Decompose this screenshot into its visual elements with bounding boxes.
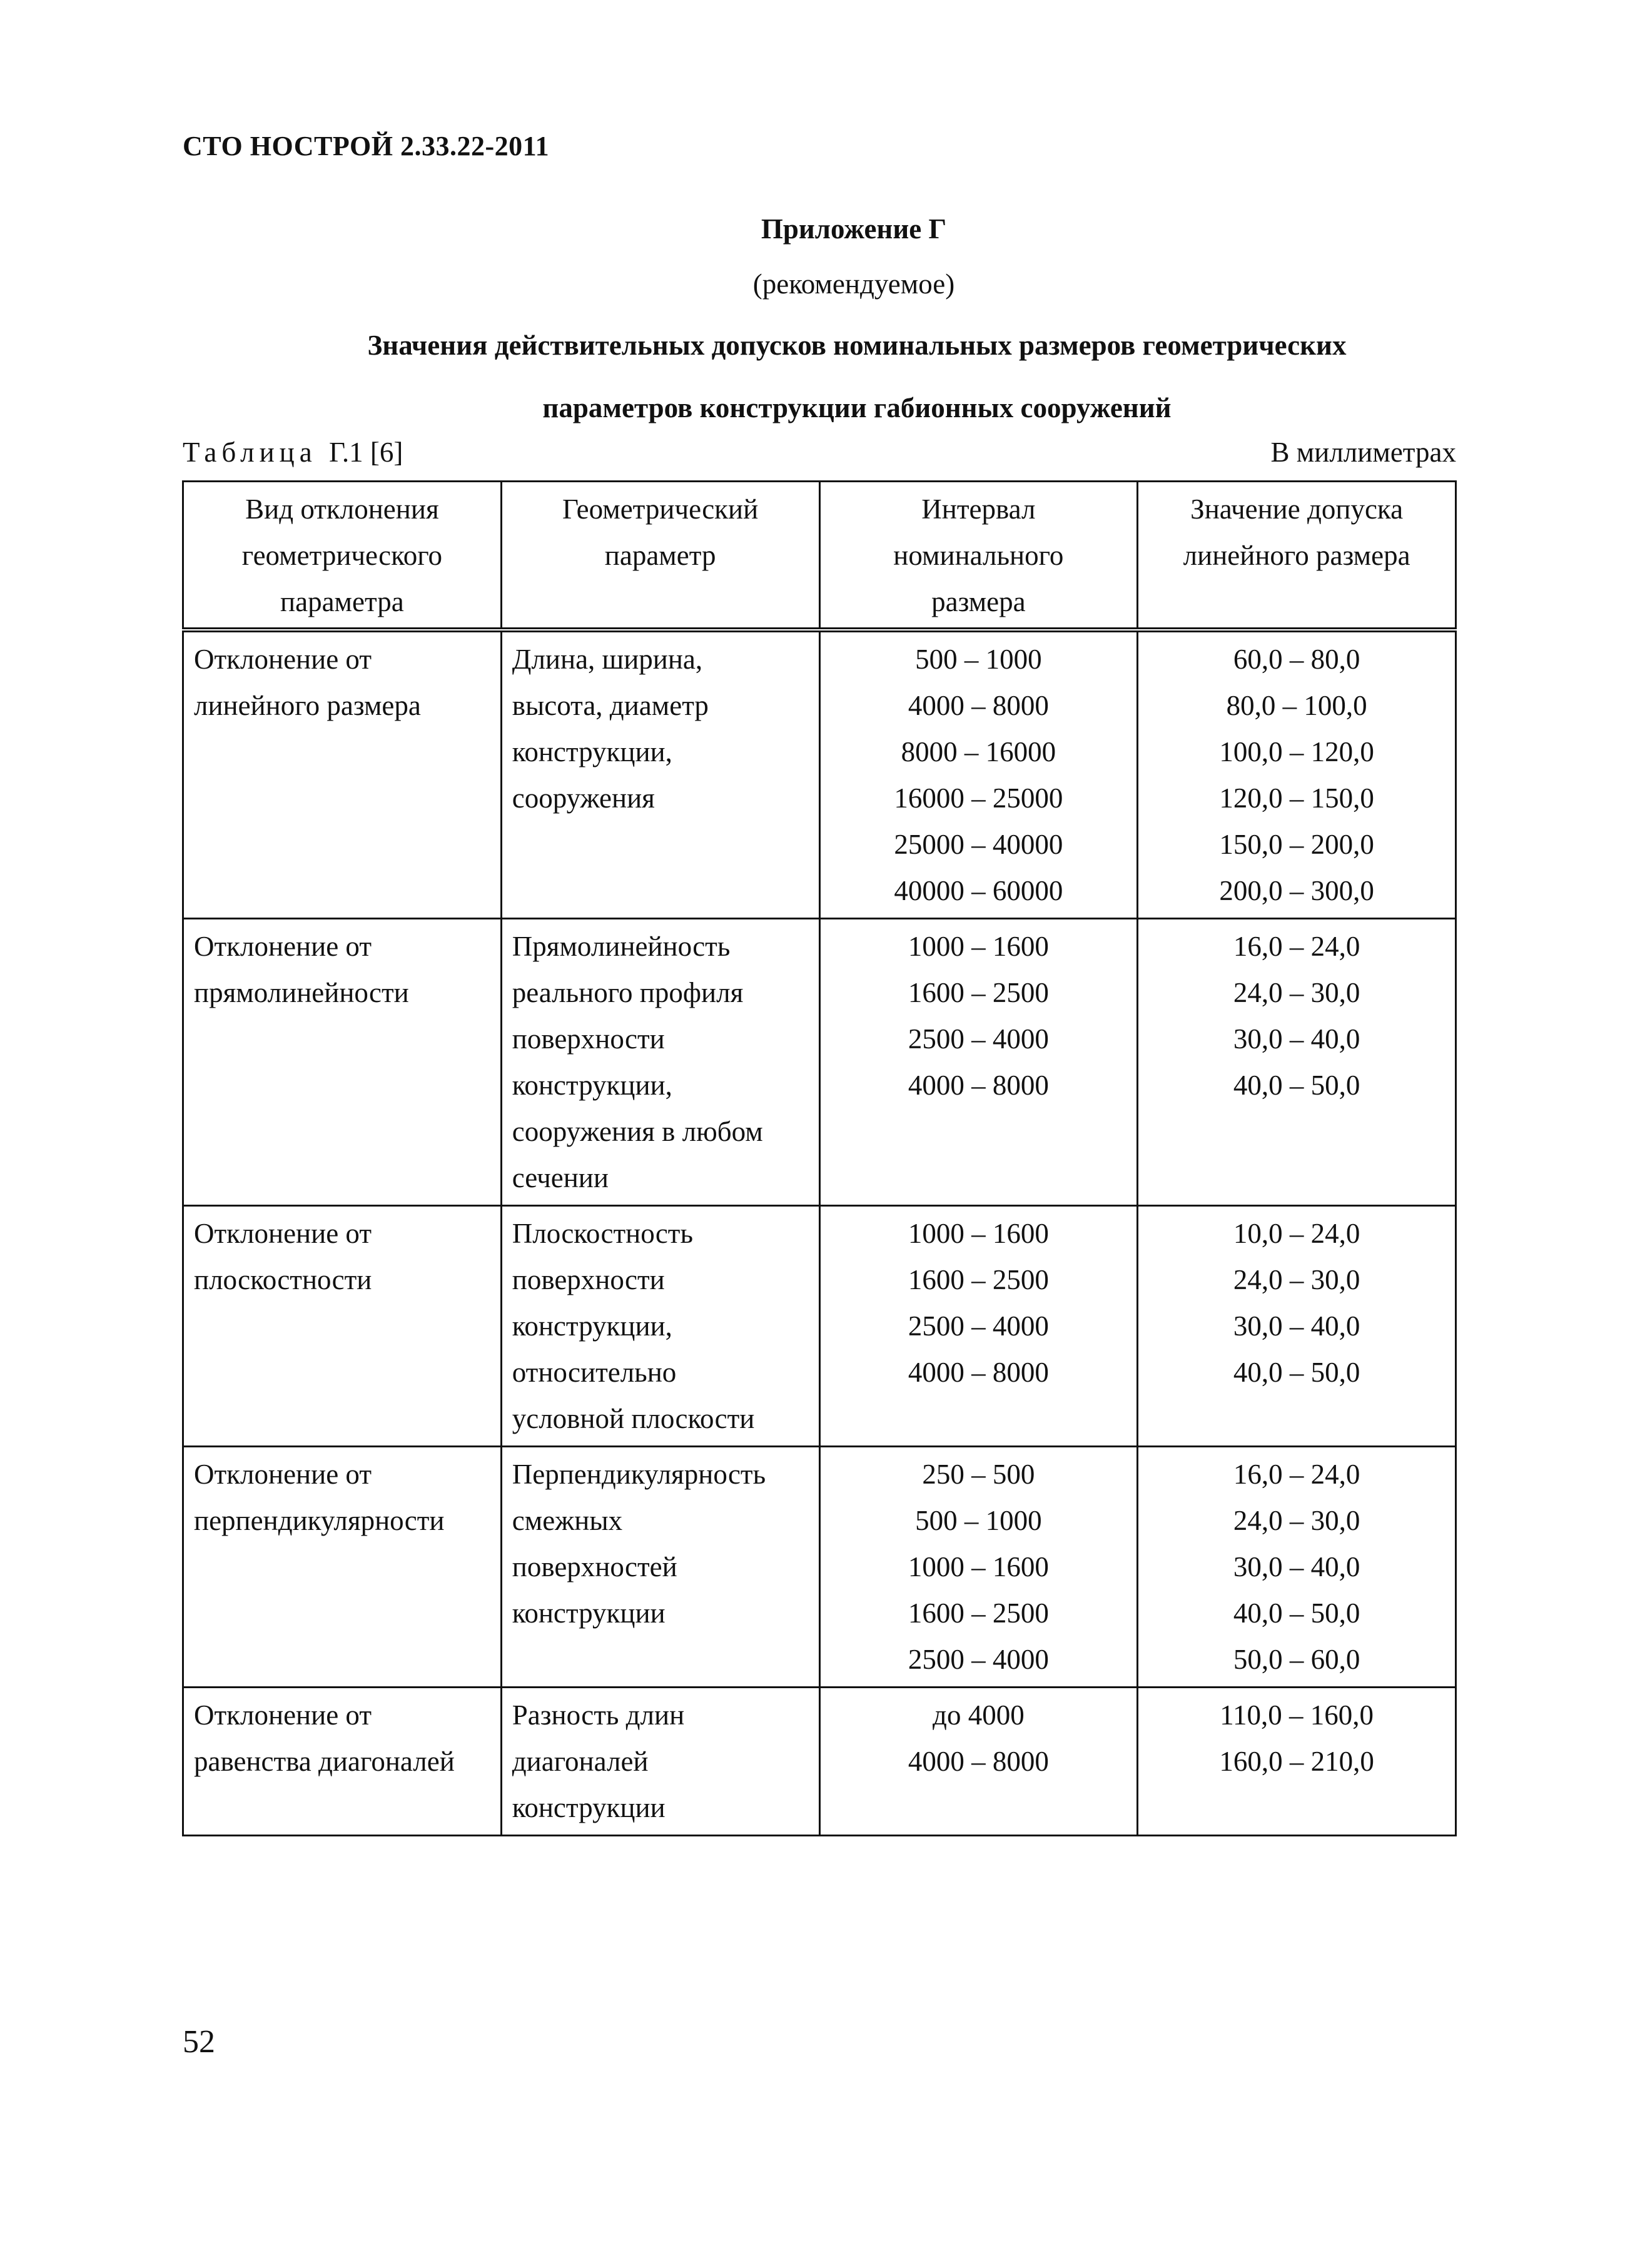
appendix-status: (рекомендуемое) [752,268,955,300]
cell-line: 4000 – 8000 [908,1070,1049,1101]
cell-line: 24,0 – 30,0 [1233,1505,1360,1536]
cell-line: конструкции, [512,736,672,767]
cell-line: конструкции, [512,1070,672,1101]
appendix-heading [269,314,1445,439]
cell-line: линейного размера [194,690,421,721]
heading-line: Значения действительных допусков номинальных размеров геометрических [367,330,1347,361]
cell-line: диагоналей [512,1746,649,1777]
cell-line: 4000 – 8000 [908,690,1049,721]
table-row [183,1206,1456,1447]
cell-line: 2500 – 4000 [908,1023,1049,1055]
cell-line: 24,0 – 30,0 [1233,1264,1360,1295]
table-row [183,1688,1456,1836]
table-caption-number: Г.1 [6] [328,437,403,468]
cell-line: сечении [512,1162,609,1193]
cell-line: 500 – 1000 [915,644,1042,675]
cell-line: равенства диагоналей [194,1746,455,1777]
cell-line: 4000 – 8000 [908,1746,1049,1777]
cell-line: 8000 – 16000 [901,736,1056,767]
cell-line: 40,0 – 50,0 [1233,1357,1360,1388]
cell-line: 150,0 – 200,0 [1219,829,1374,860]
cell-line: поверхности [512,1264,665,1295]
cell-line: условной плоскости [512,1403,755,1434]
cell-line: поверхности [512,1023,665,1055]
cell-line: Отклонение от [194,1218,372,1249]
table-row [183,630,1456,919]
table-header-row [183,482,1456,630]
table-caption-label: Таблица [183,437,317,468]
cell-line: Вид отклонения [245,494,439,525]
cell-line: 2500 – 4000 [908,1644,1049,1675]
deviation-cell [183,630,502,919]
cell-line: реального профиля [512,977,744,1008]
cell-line: поверхностей [512,1551,677,1582]
cell-line: линейного размера [1183,540,1410,571]
cell-line: Прямолинейность [512,931,731,962]
cell-line: 40000 – 60000 [894,875,1063,906]
cell-line: 40,0 – 50,0 [1233,1070,1360,1101]
cell-line: Плоскостность [512,1218,693,1249]
tolerance-cell [1138,1688,1456,1836]
cell-line: Отклонение от [194,1699,372,1731]
parameter-cell [501,630,819,919]
cell-line: 110,0 – 160,0 [1220,1699,1374,1731]
cell-line: параметра [280,586,404,617]
page-number: 52 [183,2024,215,2060]
cell-line: 30,0 – 40,0 [1233,1310,1360,1342]
parameter-cell [501,1206,819,1447]
cell-line: относительно [512,1357,677,1388]
cell-line: конструкции [512,1597,666,1629]
cell-line: 25000 – 40000 [894,829,1063,860]
interval-cell [819,1688,1138,1836]
cell-line: до 4000 [933,1699,1025,1731]
cell-line: 1600 – 2500 [908,1264,1049,1295]
cell-line: Геометрический [562,494,759,525]
cell-line: 4000 – 8000 [908,1357,1049,1388]
parameter-cell [501,1447,819,1688]
table-caption [183,436,403,468]
cell-line: 1600 – 2500 [908,977,1049,1008]
cell-line: 1000 – 1600 [908,1551,1049,1582]
cell-line: 200,0 – 300,0 [1219,875,1374,906]
deviation-cell [183,1206,502,1447]
interval-cell [819,919,1138,1206]
cell-line: конструкции [512,1792,666,1823]
tolerance-table [182,480,1457,1836]
cell-line: 16,0 – 24,0 [1233,1459,1360,1490]
interval-cell [819,1206,1138,1447]
column-header-parameter [501,482,819,630]
cell-line: параметр [604,540,716,571]
column-header-tolerance [1138,482,1456,630]
cell-line: смежных [512,1505,623,1536]
parameter-cell [501,1688,819,1836]
tolerance-cell [1138,1206,1456,1447]
tolerance-cell [1138,630,1456,919]
cell-line: размера [931,586,1026,617]
cell-line: 40,0 – 50,0 [1233,1597,1360,1629]
cell-line: 30,0 – 40,0 [1233,1023,1360,1055]
cell-line: 1600 – 2500 [908,1597,1049,1629]
cell-line: Отклонение от [194,1459,372,1490]
cell-line: 50,0 – 60,0 [1233,1644,1360,1675]
cell-line: 500 – 1000 [915,1505,1042,1536]
cell-line: 120,0 – 150,0 [1219,782,1374,814]
appendix-title: Приложение Г [761,213,947,245]
cell-line: Значение допуска [1190,494,1404,525]
cell-line: конструкции, [512,1310,672,1342]
cell-line: 24,0 – 30,0 [1233,977,1360,1008]
cell-line: 16,0 – 24,0 [1233,931,1360,962]
table-units: В миллиметрах [1270,437,1456,468]
tolerance-cell [1138,1447,1456,1688]
parameter-cell [501,919,819,1206]
cell-line: сооружения в любом [512,1116,763,1147]
cell-line: Разность длин [512,1699,685,1731]
cell-line: сооружения [512,782,655,814]
table-row [183,919,1456,1206]
table-row [183,1447,1456,1688]
cell-line: 1000 – 1600 [908,1218,1049,1249]
column-header-interval [819,482,1138,630]
cell-line: Перпендикулярность [512,1459,766,1490]
interval-cell [819,1447,1138,1688]
cell-line: 10,0 – 24,0 [1233,1218,1360,1249]
cell-line: 100,0 – 120,0 [1219,736,1374,767]
cell-line: высота, диаметр [512,690,709,721]
cell-line: 16000 – 25000 [894,782,1063,814]
deviation-cell [183,919,502,1206]
cell-line: 2500 – 4000 [908,1310,1049,1342]
cell-line: прямолинейности [194,977,409,1008]
cell-line: Длина, ширина, [512,644,703,675]
cell-line: Отклонение от [194,931,372,962]
interval-cell [819,630,1138,919]
cell-line: перпендикулярности [194,1505,445,1536]
document-code: СТО НОСТРОЙ 2.33.22-2011 [183,131,550,161]
cell-line: 250 – 500 [922,1459,1035,1490]
cell-line: номинального [893,540,1064,571]
cell-line: Интервал [921,494,1036,525]
cell-line: Отклонение от [194,644,372,675]
cell-line: геометрического [241,540,443,571]
heading-line: параметров конструкции габионных сооружений [542,392,1172,423]
deviation-cell [183,1688,502,1836]
cell-line: 80,0 – 100,0 [1226,690,1367,721]
cell-line: 1000 – 1600 [908,931,1049,962]
column-header-deviation [183,482,502,630]
tolerance-cell [1138,919,1456,1206]
cell-line: 160,0 – 210,0 [1219,1746,1374,1777]
cell-line: плоскостности [194,1264,372,1295]
cell-line: 60,0 – 80,0 [1233,644,1360,675]
cell-line: 30,0 – 40,0 [1233,1551,1360,1582]
deviation-cell [183,1447,502,1688]
